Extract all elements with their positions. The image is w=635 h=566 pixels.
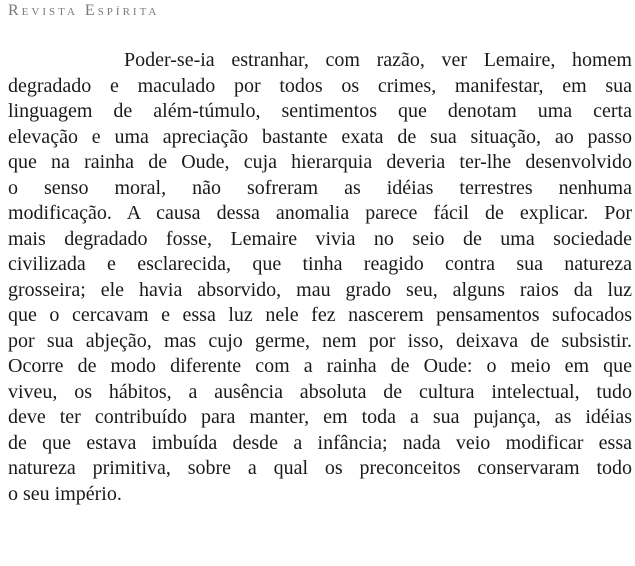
paragraph-line: que na rainha de Oude, cuja hierarquia deveria ter-lhe desenvolvido bbox=[8, 151, 632, 173]
paragraph-line: o seu império. bbox=[8, 482, 122, 505]
paragraph-line: Ocorre de modo diferente com a rainha de Oude: o meio em que bbox=[8, 355, 632, 377]
paragraph-line: deve ter contribuído para manter, em toda a sua pujança, as idéias bbox=[8, 406, 632, 428]
paragraph-line: viveu, os hábitos, a ausência absoluta de cultura intelectual, tudo bbox=[8, 380, 632, 403]
body-paragraph bbox=[8, 48, 632, 507]
paragraph-line: linguagem de além-túmulo, sentimentos que denotam uma certa bbox=[8, 100, 632, 122]
paragraph-line: o senso moral, não sofreram as idéias terrestres nenhuma bbox=[8, 176, 632, 199]
paragraph-line: mais degradado fosse, Lemaire vivia no seio de uma sociedade bbox=[8, 227, 632, 250]
running-header: Revista Espírita bbox=[8, 2, 160, 19]
paragraph-line: grosseira; ele havia absorvido, mau grado seu, alguns raios da luz bbox=[8, 278, 632, 301]
paragraph-line: degradado e maculado por todos os crimes, manifestar, em sua bbox=[8, 74, 632, 97]
paragraph-line: modificação. A causa dessa anomalia parece fácil de explicar. Por bbox=[8, 202, 632, 224]
paragraph-line: natureza primitiva, sobre a qual os preconceitos conservaram todo bbox=[8, 457, 632, 479]
paragraph-line: de que estava imbuída desde a infância; nada veio modificar essa bbox=[8, 431, 632, 454]
paragraph-line: elevação e uma apreciação bastante exata de sua situação, ao passo bbox=[8, 125, 632, 148]
paragraph-line: que o cercavam e essa luz nele fez nascerem pensamentos sufocados bbox=[8, 304, 632, 326]
paragraph-line: por sua abjeção, mas cujo germe, nem por isso, deixava de subsistir. bbox=[8, 329, 632, 352]
paragraph-line: Poder-se-ia estranhar, com razão, ver Lemaire, homem bbox=[124, 49, 632, 71]
paragraph-line: civilizada e esclarecida, que tinha reagido contra sua natureza bbox=[8, 253, 632, 275]
